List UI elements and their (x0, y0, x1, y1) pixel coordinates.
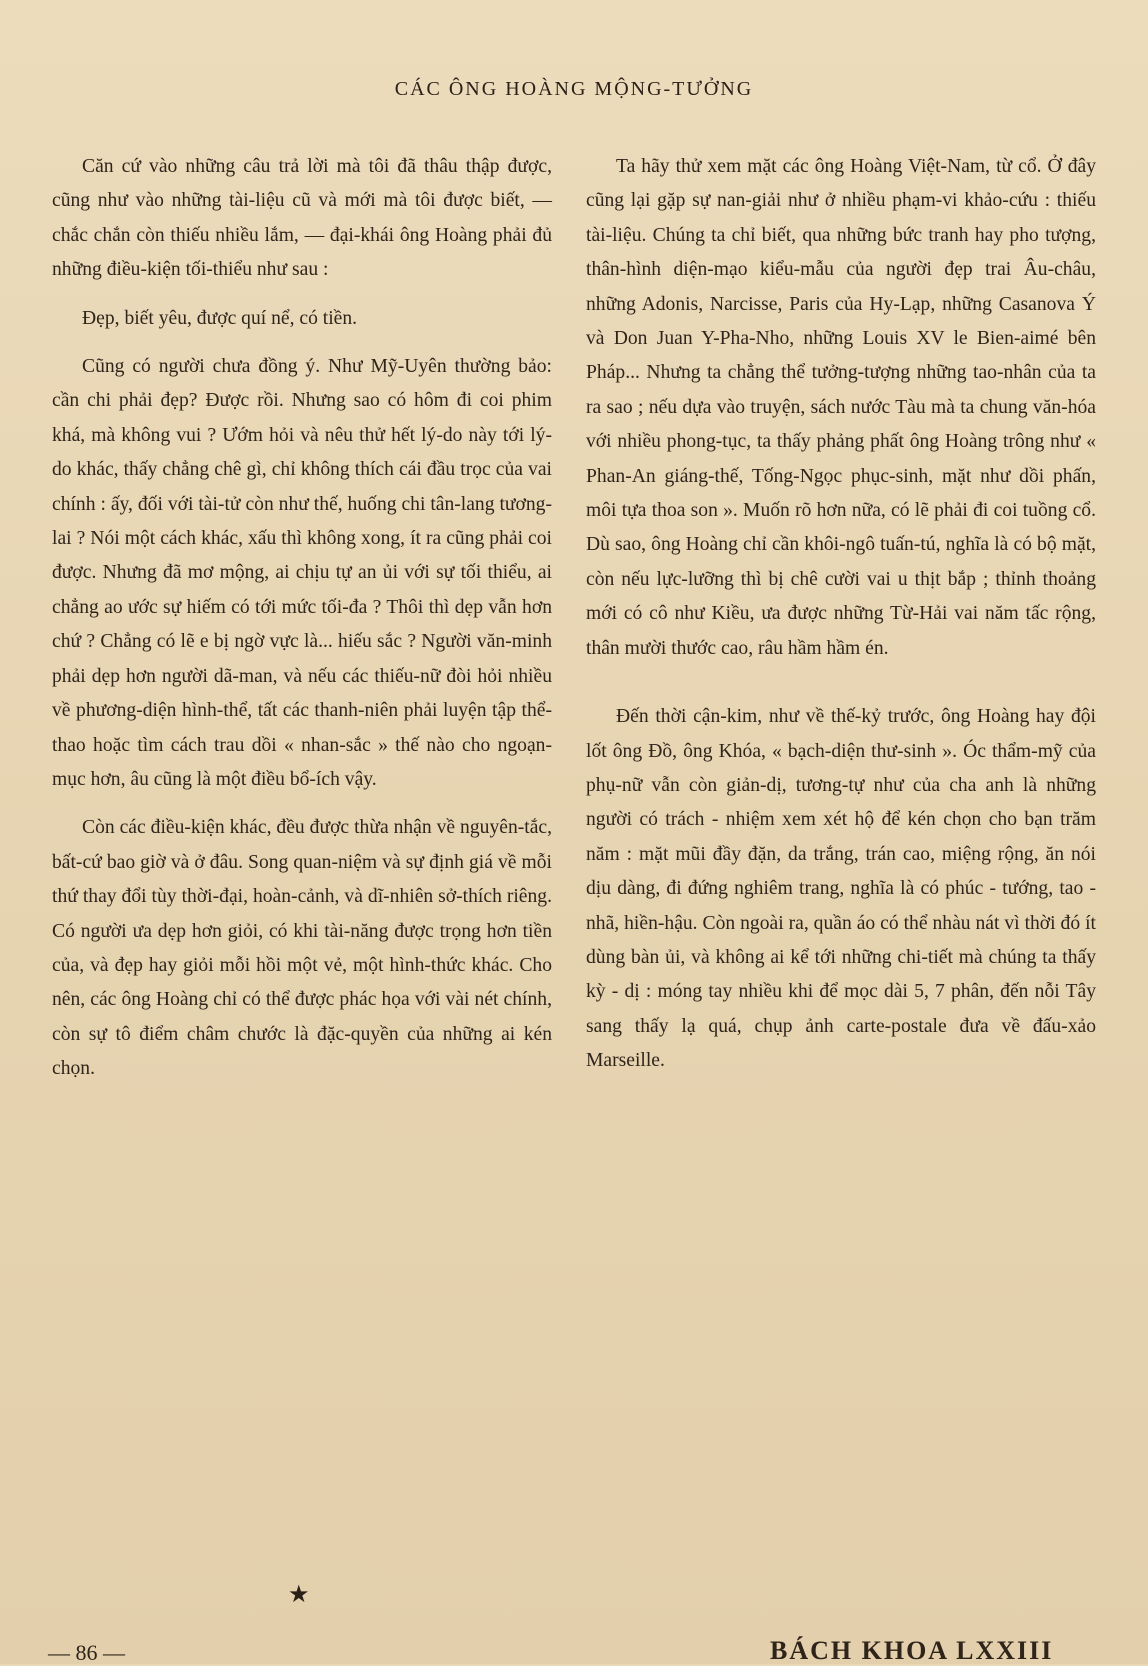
publication-name: BÁCH KHOA LXXIII (770, 1636, 1054, 1665)
paragraph: Căn cứ vào những câu trả lời mà tôi đã thâu thập được, cũng như vào những tài-liệu cũ và mới mà tôi được biết, — chắc chắn còn thiếu nhiều lắm, — đại-khái ông Hoàng phải đủ những điều-kiện tối-thiểu như sau : (52, 156, 552, 281)
page-title: CÁC ÔNG HOÀNG MỘNG-TƯỞNG (394, 78, 754, 100)
paragraph: Ta hãy thử xem mặt các ông Hoàng Việt-Nam, từ cổ. Ở đây cũng lại gặp sự nan-giải như ở nhiều phạm-vi khảo-cứu : thiếu tài-liệu. Chúng ta chỉ biết, qua những bức tranh hay pho tượng, thân-hình diện-mạo kiểu-mẫu của người đẹp trai Âu-châu, những Adonis, Narcisse, Paris của Hy-Lạp, những Casanova Ý và Don Juan Y-Pha-Nho, những Louis XV le Bien-aimé bên Pháp... Nhưng ta chẳng thể tưởng-tượng những tao-nhân của ta ra sao ; nếu dựa vào truyện, sách nước Tàu mà ta chung văn-hóa với nhiều phong-tục, ta thấy phảng phất ông Hoàng trông như « Phan-An giáng-thế, Tống-Ngọc phục-sinh, mặt như dồi phấn, môi tựa thoa son ». Muốn rõ hơn nữa, có lẽ phải đi coi tuồng cổ. Dù sao, ông Hoàng chỉ cần khôi-ngô tuấn-tú, nghĩa là có bộ mặt, còn nếu lực-lưỡng thì bị chê cười vai u thịt bắp ; thỉnh thoảng mới có cô như Kiều, ưa được những Từ-Hải vai năm tấc rộng, thân mười thước cao, râu hầm hầm én. (586, 156, 1096, 659)
paragraph: Đến thời cận-kim, như về thế-kỷ trước, ông Hoàng hay đội lốt ông Đồ, ông Khóa, « bạch-diện thư-sinh ». Óc thẩm-mỹ của phụ-nữ vẫn còn giản-dị, tương-tự như của cha anh là những người có trách - nhiệm xem xét hộ để kén chọn cho bạn trăm năm : mặt mũi đầy đặn, da trắng, trán cao, miệng rộng, ăn nói dịu dàng, đi đứng nghiêm trang, nghĩa là có phúc - tướng, tao - nhã, hiền-hậu. Còn ngoài ra, quần áo có thể nhàu nát vì thời đó ít dùng bàn ủi, và không ai kể tới những chi-tiết mà chúng ta thấy kỳ - dị : móng tay nhiều khi để mọc dài 5, 7 phân, đến nỗi Tây sang thấy lạ quá, chụp ảnh carte-postale đưa về đấu-xảo Marseille. (586, 706, 1096, 1072)
paragraph: Cũng có người chưa đồng ý. Như Mỹ-Uyên thường bảo: cần chi phải đẹp? Được rồi. Nhưng sao có hôm đi coi phim khá, mà không vui ? Ướm hỏi và nêu thử hết lý-do này tới lý-do khác, thấy chẳng chê gì, chỉ không thích cái đầu trọc của vai chính : ấy, đối với tài-tử còn như thế, huống chi tân-lang tương-lai ? Nói một cách khác, xấu thì không xong, ít ra cũng phải coi được. Nhưng đã mơ mộng, ai chịu tự an ủi với sự tối thiểu, ai chẳng ao ước sự hiếm có tới mức tối-đa ? Thôi thì dẹp vẫn hơn chứ ? Chẳng có lẽ e bị ngờ vực là... hiếu sắc ? Người văn-minh phải dẹp hơn người dã-man, và nếu các thiếu-nữ đòi hỏi nhiều về phương-diện hình-thể, tất các thanh-niên phải luyện tập thể-thao hoặc tìm cách trau dồi « nhan-sắc » thế nào cho ngoạn-mục hơn, âu cũng là một điều bổ-ích vậy. (52, 356, 552, 790)
star-ornament-icon: ★ (288, 1580, 310, 1608)
page-number: — 86 — (48, 1640, 125, 1665)
right-column (586, 150, 1096, 1079)
paragraph: Còn các điều-kiện khác, đều được thừa nhận về nguyên-tắc, bất-cứ bao giờ và ở đâu. Song quan-niệm và sự định giá về mỗi thứ thay đổi tùy thời-đại, hoàn-cảnh, và dĩ-nhiên sở-thích riêng. Có người ưa dẹp hơn giỏi, có khi tài-năng được trọng hơn tiền của, và đẹp hay giỏi mỗi hồi một vẻ, một hình-thức khác. Cho nên, các ông Hoàng chỉ có thể được phác họa với vài nét chính, còn sự tô điểm châm chước là đặc-quyền của những ai kén chọn. (52, 817, 552, 1080)
left-column (52, 150, 552, 1087)
paragraph: Đẹp, biết yêu, được quí nể, có tiền. (82, 307, 358, 329)
